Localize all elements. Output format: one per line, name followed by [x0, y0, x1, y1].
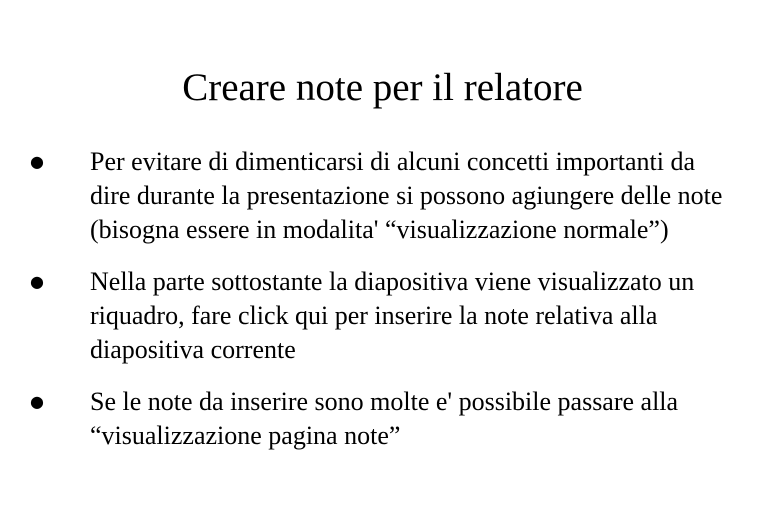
- slide-title: Creare note per il relatore: [182, 66, 583, 109]
- bullet-list: [30, 145, 730, 471]
- bullet-item: [30, 385, 730, 453]
- bullet-icon: ●: [30, 272, 44, 291]
- bullet-text: Per evitare di dimenticarsi di alcuni concetti importanti da dire durante la presentazione si possono agiungere delle note (bisogna essere in modalita' “visualizzazione normale”): [90, 147, 723, 244]
- bullet-text: Se le note da inserire sono molte e' possibile passare alla “visualizzazione pagina note”: [90, 387, 679, 450]
- bullet-item: [30, 145, 730, 247]
- bullet-item: [30, 265, 730, 367]
- bullet-icon: ●: [30, 152, 44, 171]
- bullet-text: Nella parte sottostante la diapositiva viene visualizzato un riquadro, fare click qui per inserire la note relativa alla diapositiva corrente: [90, 267, 695, 364]
- bullet-icon: ●: [30, 392, 44, 411]
